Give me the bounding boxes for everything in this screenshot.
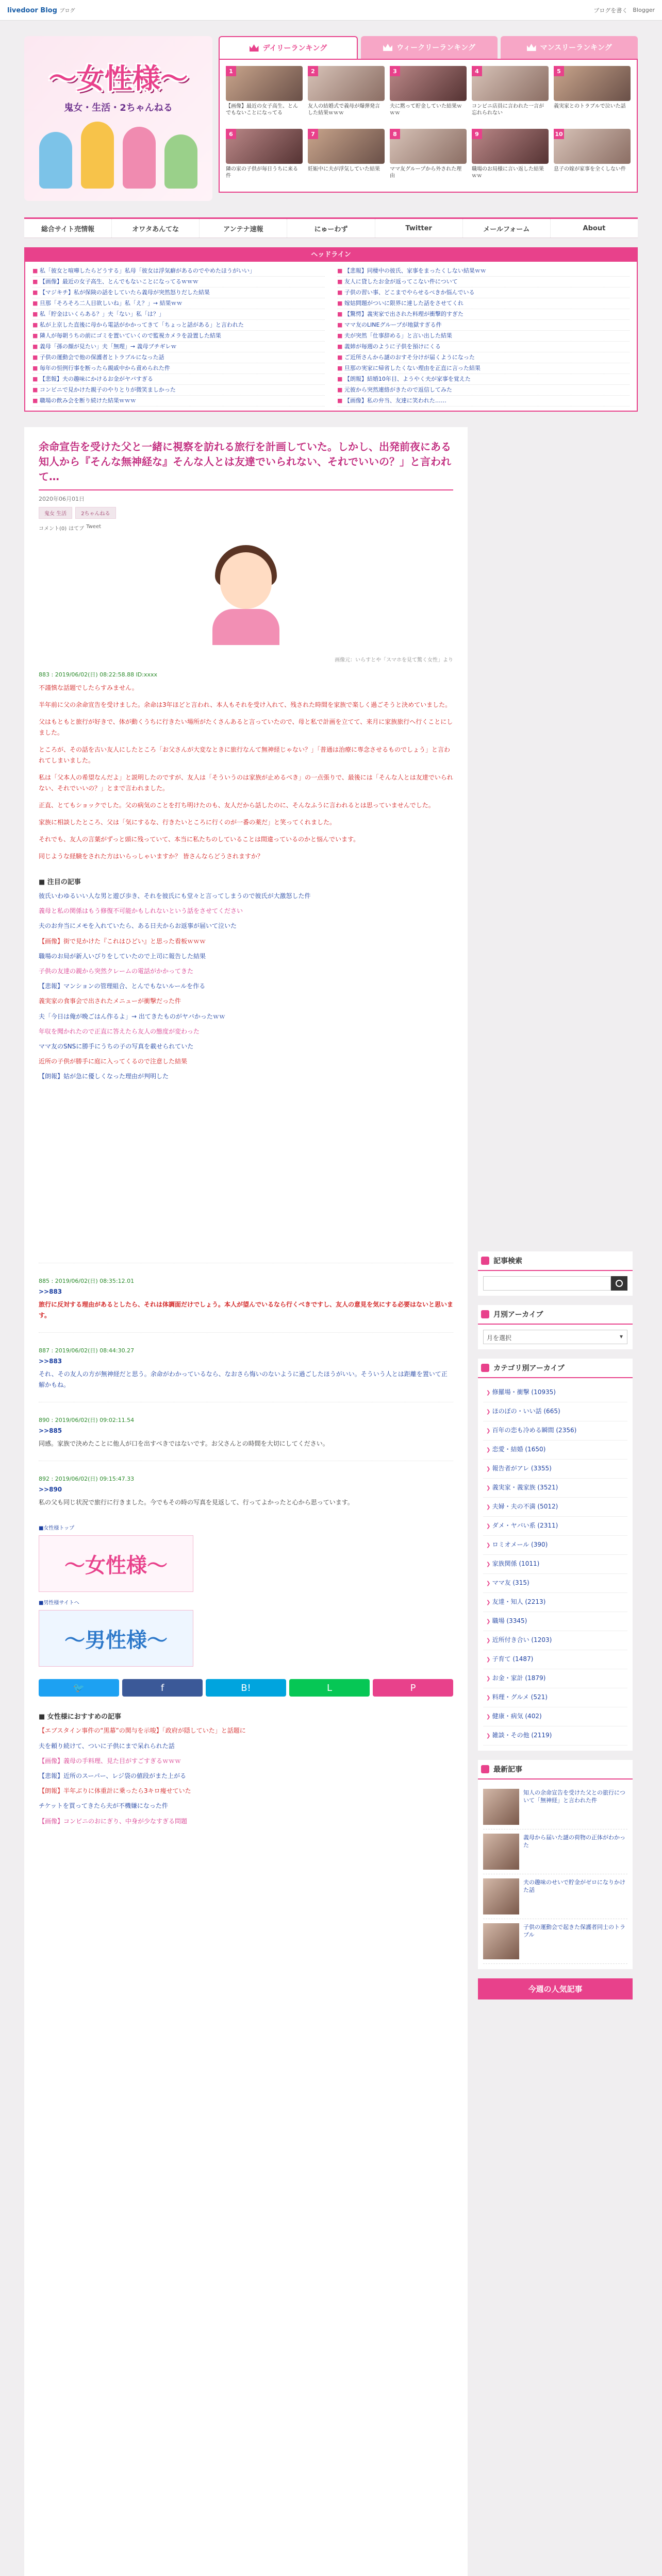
ranking-item[interactable]: 8 ママ友グループから外された理由 [390,129,467,187]
article-tag[interactable]: 鬼女 生活 [39,507,72,519]
reply-anchor[interactable]: >>890 [39,1486,62,1494]
related-link[interactable]: ママ友のSNSに勝手にうちの子の写真を載せられていた [39,1042,194,1050]
headline-link[interactable]: ■ 夫が突然「仕事辞める」と言い出した結果 [337,331,630,342]
folder-icon [481,1364,489,1372]
crown-icon [527,44,536,51]
related-link[interactable]: 義実家の食事会で出されたメニューが衝撃だった件 [39,997,181,1005]
category-link[interactable]: ❯ 修羅場・衝撃 (10935) [483,1383,627,1402]
post-header: 883 : 2019/06/02(日) 08:22:58.88 ID:xxxx [39,671,158,678]
facebook-share-button[interactable]: f [122,1679,203,1697]
headline-link[interactable]: ■ ママ友のLINEグループが地獄すぎる件 [337,320,630,331]
ranking-widget [219,36,638,222]
related-link[interactable]: チケットを買ってきたら夫が不機嫌になった件 [39,1802,168,1810]
headline-link[interactable]: ■ 義母「孫の顔が見たい」夫「無理」→ 義母ブチギレｗ [32,342,325,352]
site-banners: ■女性様トップ 〜女性様〜 ■男性様サイトへ 〜男性様〜 [39,1523,453,1667]
reply-post: 887 : 2019/06/02(日) 08:44:30.27 >>883 それ、その友人の方が無神経だと思う。余命がわかっているなら、なおさら悔いのないように過ごしたほうがいい。そういう人とは距離を置いて正解かもね。 [39,1332,453,1391]
ranking-thumbnail: 1 [226,66,303,101]
headline-link[interactable]: ■ 毎年の恒例行事を断ったら親戚中から責められた件 [32,363,325,374]
related-link[interactable]: 【朗報】姑が急に優しくなった理由が判明した [39,1073,169,1080]
image-credit: 画像元：いらすとや「スマホを見て驚く女性」より [335,657,453,663]
top-bar [0,0,662,21]
headline-link[interactable]: ■ 私が上京した直後に母から電話がかかってきて「ちょっと話がある」と言われた [32,320,325,331]
category-link[interactable]: ❯ ほのぼの・いい話 (665) [483,1402,627,1421]
popular-articles-box [478,1978,633,1999]
related-link[interactable]: 義母と私の関係はもう修復不可能かもしれないという話をさせてください [39,907,243,915]
headline-box [24,247,638,412]
category-link[interactable]: ❯ ママ友 (315) [483,1574,627,1593]
character-illustration [39,132,72,189]
headline-link[interactable]: ■ 【画像】最近の女子高生、とんでもないことになってるｗｗｗ [32,277,325,287]
write-blog-link[interactable]: ブログを書く [593,7,628,14]
category-link[interactable]: ❯ 料理・グルメ (521) [483,1688,627,1707]
headline-right-column [337,266,630,406]
related-title: ■ 注目の記事 [39,878,81,886]
category-link[interactable]: ❯ ダメ・ヤバい系 (2311) [483,1517,627,1536]
headline-link[interactable]: ■ 私「貯金はいくらある？」夫「ない」私「は？」 [32,309,325,320]
hatena-bookmark-link[interactable]: はてブ [69,526,85,532]
ranking-thumbnail: 6 [226,129,303,164]
archive-select[interactable]: 月を選択 ▾ [483,1330,627,1344]
related-link[interactable]: 【悲報】マンションの管理組合、とんでもないルールを作る [39,982,206,990]
search-icon [481,1257,489,1265]
tab-monthly-ranking[interactable]: マンスリーランキング [501,36,638,59]
ranking-item[interactable]: 10 息子の嫁が家事を全くしない件 [554,129,631,187]
tab-daily-ranking[interactable]: デイリーランキング [219,36,358,59]
category-link[interactable]: ❯ ロミオメール (390) [483,1536,627,1555]
logo-subtitle: 鬼女・生活・2ちゃんねる [64,103,173,113]
related-link[interactable]: 【画像】義母の手料理、見た目がすごすぎるｗｗｗ [39,1757,181,1765]
popular-title: 今週の人気記事 [478,1978,633,1999]
reply-anchor[interactable]: >>885 [39,1427,62,1435]
ranking-thumbnail: 10 [554,129,631,164]
category-link[interactable]: ❯ 子育て (1487) [483,1650,627,1669]
headline-link[interactable]: ■ 【朗報】結婚10年目、ようやく夫が家事を覚えた [337,374,630,385]
tab-weekly-ranking[interactable]: ウィークリーランキング [361,36,498,59]
ranking-item[interactable]: 6 隣の家の子供が毎日うちに来る件 [226,129,303,187]
ranking-item[interactable]: 9 職場のお局様に言い返した結果ｗｗ [472,129,549,187]
ranking-item[interactable]: 7 妊娠中に夫が浮気していた結果 [308,129,385,187]
document-icon [481,1765,489,1773]
headline-link[interactable]: ■ 子供の運動会で他の保護者とトラブルになった話 [32,352,325,363]
headline-link[interactable]: ■ ご近所さんから謎のおすそ分けが届くようになった [337,352,630,363]
livedoor-blog-logo[interactable]: livedoor Blog ブログ [7,6,75,14]
related-link[interactable]: 夫を頼り続けて、ついに子供にまで呆れられた話 [39,1742,175,1750]
category-link[interactable]: ❯ 義実家・義家族 (3521) [483,1479,627,1498]
headline-left-column [32,266,325,406]
article-date: 2020年06月01日 [39,496,85,502]
nav-item[interactable]: 総合サイト売情報 [24,219,112,238]
related-articles [39,876,453,1081]
related-link[interactable]: 夫「今日は俺が晩ごはん作るよ」→ 出てきたものがヤバかったｗｗ [39,1012,225,1020]
ranking-item[interactable]: 1 【画像】最近の女子高生、とんでもないことになってる [226,66,303,124]
crown-icon [250,44,259,52]
reply-post: 885 : 2019/06/02(日) 08:35:12.01 >>883 旅行に反対する理由があるとしたら、それは体調面だけでしょう。本人が望んでいるなら行くべきですし、友人の意見を気にする必要はないと思います。 [39,1263,453,1321]
related-link[interactable]: 【エブスタイン事件の“黒幕”の関与を示唆】「政府が隠していた」と話題に [39,1727,246,1735]
pocket-share-button[interactable]: P [373,1679,453,1697]
character-illustration [81,122,114,189]
ranking-thumbnail: 3 [390,66,467,101]
recent-article[interactable]: 夫の趣味のせいで貯金がゼロになりかけた話 [483,1874,627,1919]
site-header [24,36,638,222]
headline-link[interactable]: ■ コンビニで見かけた親子のやりとりが微笑ましかった [32,385,325,396]
related-link[interactable]: 近所の子供が勝手に庭に入ってくるので注意した結果 [39,1058,188,1065]
article-content [24,427,468,2576]
nav-item[interactable]: にゅーわず [287,219,375,238]
character-illustration [123,127,156,189]
headline-link[interactable]: ■ 【画像】私の弁当、友達に笑われた…… [337,396,630,406]
ranking-item[interactable]: 5 義実家とのトラブルで泣いた話 [554,66,631,124]
category-link[interactable]: ❯ 職場 (3345) [483,1612,627,1631]
nav-item[interactable]: About [583,224,606,232]
headline-link[interactable]: ■ 旦那の実家に帰省したくない理由を正直に言った結果 [337,363,630,374]
headline-link[interactable]: ■ 元彼から突然連絡がきたので返信してみた [337,385,630,396]
recent-article[interactable]: 子供の運動会で起きた保護者同士のトラブル [483,1919,627,1964]
nav-item[interactable]: メールフォーム [463,219,551,238]
ranking-item[interactable]: 4 コンビニ店員に言われた一言が忘れられない [472,66,549,124]
related-link[interactable]: 【画像】コンビニのおにぎり、中身が少なすぎる問題 [39,1817,188,1825]
article-tag[interactable]: 2ちゃんねる [75,507,115,519]
logo-characters [35,111,202,189]
line-share-button[interactable]: L [289,1679,370,1697]
category-box: カテゴリ別アーカイブ ❯ 修羅場・衝撃 (10935) ❯ ほのぼの・いい話 (665) ❯ 百年の恋も冷める瞬間 (2356) ❯ 恋愛・結婚 (1650) ❯ 報告者がアレ (3355) ❯ 義実家・義家族 (3521) ❯ 夫婦・夫の不満 (5012) ❯ ダメ・ヤバい系 (2311) ❯ ロミオメール (390) ❯ 家族関係 (1011) ❯ ママ友 (315) ❯ 友達・知人 (2213) ❯ 職場 (3345) ❯ 近所付き合い (1203) ❯ 子育て (1487) ❯ お金・家計 (1879) ❯ 料理・グルメ (521) ❯ 健康・病気 (402) ❯ 雑談・その他 (2119) [478,1359,633,1751]
headline-link[interactable]: ■ 子供の習い事、どこまでやらせるべきか悩んでいる [337,287,630,298]
character-illustration [164,134,197,189]
category-link[interactable]: ❯ 友達・知人 (2213) [483,1593,627,1612]
recent-article[interactable]: 義母から届いた謎の荷物の正体がわかった [483,1829,627,1874]
search-button[interactable] [611,1276,627,1291]
headline-link[interactable]: ■ 私「彼女と喧嘩したらどうする」私母「彼女は浮気癖があるのでやめたほうがいい」 [32,266,325,277]
ranking-item[interactable]: 3 夫に黙って貯金していた結果ｗｗｗ [390,66,467,124]
hatena-share-button[interactable]: B! [206,1679,286,1697]
search-input[interactable] [483,1276,611,1291]
nav-item[interactable]: Twitter [375,219,463,238]
ranking-thumbnail: 4 [472,66,549,101]
recent-thumbnail [483,1923,519,1959]
category-link[interactable]: ❯ 雑談・その他 (2119) [483,1726,627,1745]
category-link[interactable]: ❯ 夫婦・夫の不満 (5012) [483,1498,627,1517]
reply-anchor[interactable]: >>883 [39,1288,62,1296]
comment-count-link[interactable]: コメント(0) [39,526,67,532]
related-link[interactable]: 夫のお弁当にメモを入れていたら、ある日夫からお返事が届いて泣いた [39,922,237,930]
category-link[interactable]: ❯ 報告者がアレ (3355) [483,1460,627,1479]
post-body: 不謹慎な話題でしたらすみません。 半年前に父の余命宣告を受けました。余命は3年ほどと言われ、本人もそれを受け入れて、残された時間を家族で楽しく過ごそうと決めていました。 父はもともと旅行が好きで、体が動くうちに行きたい場所がたくさんあると言っていたので、母と私で計画を立てて、来月に家族旅行へ行くことにしました。 ところが、その話を古い友人にしたところ「お父さんが大変なときに旅行なんて無神経じゃない？」「普通は治療に専念させるものでしょう」と言われてしまいました。 私は「父本人の希望なんだよ」と説明したのですが、友人は「そういうのは家族が止めるべき」の一点張りで、最後には「そんな人とは友達でいられない、それでいいの？」とまで言われました。 正直、とてもショックでした。父の病気のことを打ち明けたのも、友人だから話したのに、そんなふうに言われるとは思っていませんでした。 家族に相談したところ、父は「気にするな、行きたいところに行くのが一番の薬だ」と笑ってくれました。 それでも、友人の言葉がずっと頭に残っていて、本当に私たちのしていることは間違っているのかと悩んでいます。 同じような経験をされた方はいらっしゃいますか？ 皆さんならどうされますか？ [39,684,453,860]
category-link[interactable]: ❯ 健康・病気 (402) [483,1707,627,1726]
twitter-share-button[interactable]: 🐦 [39,1679,119,1697]
ranking-thumbnail: 5 [554,66,631,101]
headline-link[interactable]: ■ 隣人が毎朝うちの前にゴミを置いていくので監視カメラを設置した結果 [32,331,325,342]
ranking-thumbnail: 7 [308,129,385,164]
related-link[interactable]: 年収を聞かれたので正直に答えたら友人の態度が変わった [39,1027,200,1035]
nav-item[interactable]: オワタあんてな [112,219,200,238]
recent-thumbnail [483,1878,519,1914]
related-link[interactable]: 職場のお局が新人いびりをしていたので上司に報告した結果 [39,952,206,960]
site-logo[interactable] [24,36,212,201]
related-link[interactable]: 彼氏いわゆるいい人な男と遊び歩き、それを彼氏にも堂々と言ってしまうので彼氏が大激怒した件 [39,892,311,900]
ranking-thumbnail: 9 [472,129,549,164]
danseisama-banner[interactable]: 〜男性様〜 [39,1610,193,1667]
category-link[interactable]: ❯ お金・家計 (1879) [483,1669,627,1688]
recent-articles-box: 最新記事 知人の余命宣告を受けた父との旅行について「無神経」と言われた件 義母から届いた謎の荷物の正体がわかった 夫の趣味のせいで貯金がゼロになりかけた話 子供の運動会で起きた保護者同士のトラブル [478,1760,633,1969]
category-link[interactable]: ❯ 恋愛・結婚 (1650) [483,1440,627,1460]
joseisama-banner[interactable]: 〜女性様〜 [39,1535,193,1592]
category-link[interactable]: ❯ 家族関係 (1011) [483,1555,627,1574]
headline-link[interactable]: ■ 【悲報】夫の趣味にかけるお金がヤバすぎる [32,374,325,385]
archive-box: 月別アーカイブ 月を選択 ▾ [478,1305,633,1349]
headline-title: ヘッドライン [25,248,637,262]
tweet-link[interactable]: Tweet [86,524,102,530]
headline-link[interactable]: ■ 旦那「そろそろ二人目欲しいね」私「え？」→ 結果ｗｗ [32,298,325,309]
headline-link[interactable]: ■ 義姉が毎週のように子供を預けにくる [337,342,630,352]
recent-article[interactable]: 知人の余命宣告を受けた父との旅行について「無神経」と言われた件 [483,1785,627,1829]
headline-link[interactable]: ■ 【悲報】同棲中の彼氏、家事をまったくしない結果ｗｗ [337,266,630,277]
share-buttons [39,1679,453,1697]
recent-thumbnail [483,1789,519,1825]
headline-link[interactable]: ■ 友人に貸したお金が返ってこない件について [337,277,630,287]
related-link[interactable]: 子供の友達の親から突然クレームの電話がかかってきた [39,967,194,975]
search-box: 記事検索 [478,1251,633,1296]
headline-link[interactable]: ■ 【驚愕】義実家で出された料理が衝撃的すぎた [337,309,630,320]
nav-item[interactable]: アンテナ速報 [200,219,287,238]
bottom-articles: ■ 女性様におすすめの記事 【エブスタイン事件の“黒幕”の関与を示唆】「政府が隠していた」と話題に 夫を頼り続けて、ついに子供にまで呆れられた話 【画像】義母の手料理、見た目がすごすぎるｗｗｗ 【悲報】近所のスーパー、レジ袋の値段がまた上がる 【朗報】半年ぶりに体重計に乗ったら3キロ痩せていた チケットを買ってきたら夫が不機嫌になった件 【画像】コンビニのおにぎり、中身が少なすぎる問題 [39,1711,453,1826]
calendar-icon [481,1310,489,1318]
headline-link[interactable]: ■ 【マジキチ】私が保険の話をしていたら義母が突然怒りだした結果 [32,287,325,298]
logo-title: 〜女性様〜 [48,62,188,95]
category-link[interactable]: ❯ 近所付き合い (1203) [483,1631,627,1650]
category-link[interactable]: ❯ 百年の恋も冷める瞬間 (2356) [483,1421,627,1440]
reply-post: 890 : 2019/06/02(日) 09:02:11.54 >>885 同感。家族で決めたことに他人が口を出すべきではないです。お父さんとの時間を大切にしてください。 [39,1402,453,1449]
related-link[interactable]: 【画像】街で見かけた『これはひどい』と思った看板ｗｗｗ [39,937,206,945]
related-link[interactable]: 【悲報】近所のスーパー、レジ袋の値段がまた上がる [39,1772,187,1780]
headline-link[interactable]: ■ 嫁姑問題がついに限界に達した話をさせてくれ [337,298,630,309]
ranking-thumbnail: 2 [308,66,385,101]
related-link[interactable]: 【朗報】半年ぶりに体重計に乗ったら3キロ痩せていた [39,1787,191,1795]
sidebar [478,427,633,2576]
blogger-link[interactable]: Blogger [633,7,655,13]
article-illustration [200,542,292,645]
crown-icon [383,44,392,51]
article-title: 余命宣告を受けた父と一緒に視察を訪れる旅行を計画していた。しかし、出発前夜にある知人から『そんな無神経な』そんな人とは友達でいられない、それでいいの？」と言われて… [39,439,453,490]
recent-thumbnail [483,1834,519,1870]
reply-post: 892 : 2019/06/02(日) 09:15:47.33 >>890 私の父も同じ状況で旅行に行きました。今でもその時の写真を見返して、行ってよかったと心から思っています。 [39,1461,453,1508]
headline-link[interactable]: ■ 職場の飲み会を断り続けた結果ｗｗｗ [32,396,325,406]
reply-anchor[interactable]: >>883 [39,1358,62,1365]
ranking-item[interactable]: 2 友人の結婚式で義母が爆弾発言した結果ｗｗｗ [308,66,385,124]
ranking-thumbnail: 8 [390,129,467,164]
